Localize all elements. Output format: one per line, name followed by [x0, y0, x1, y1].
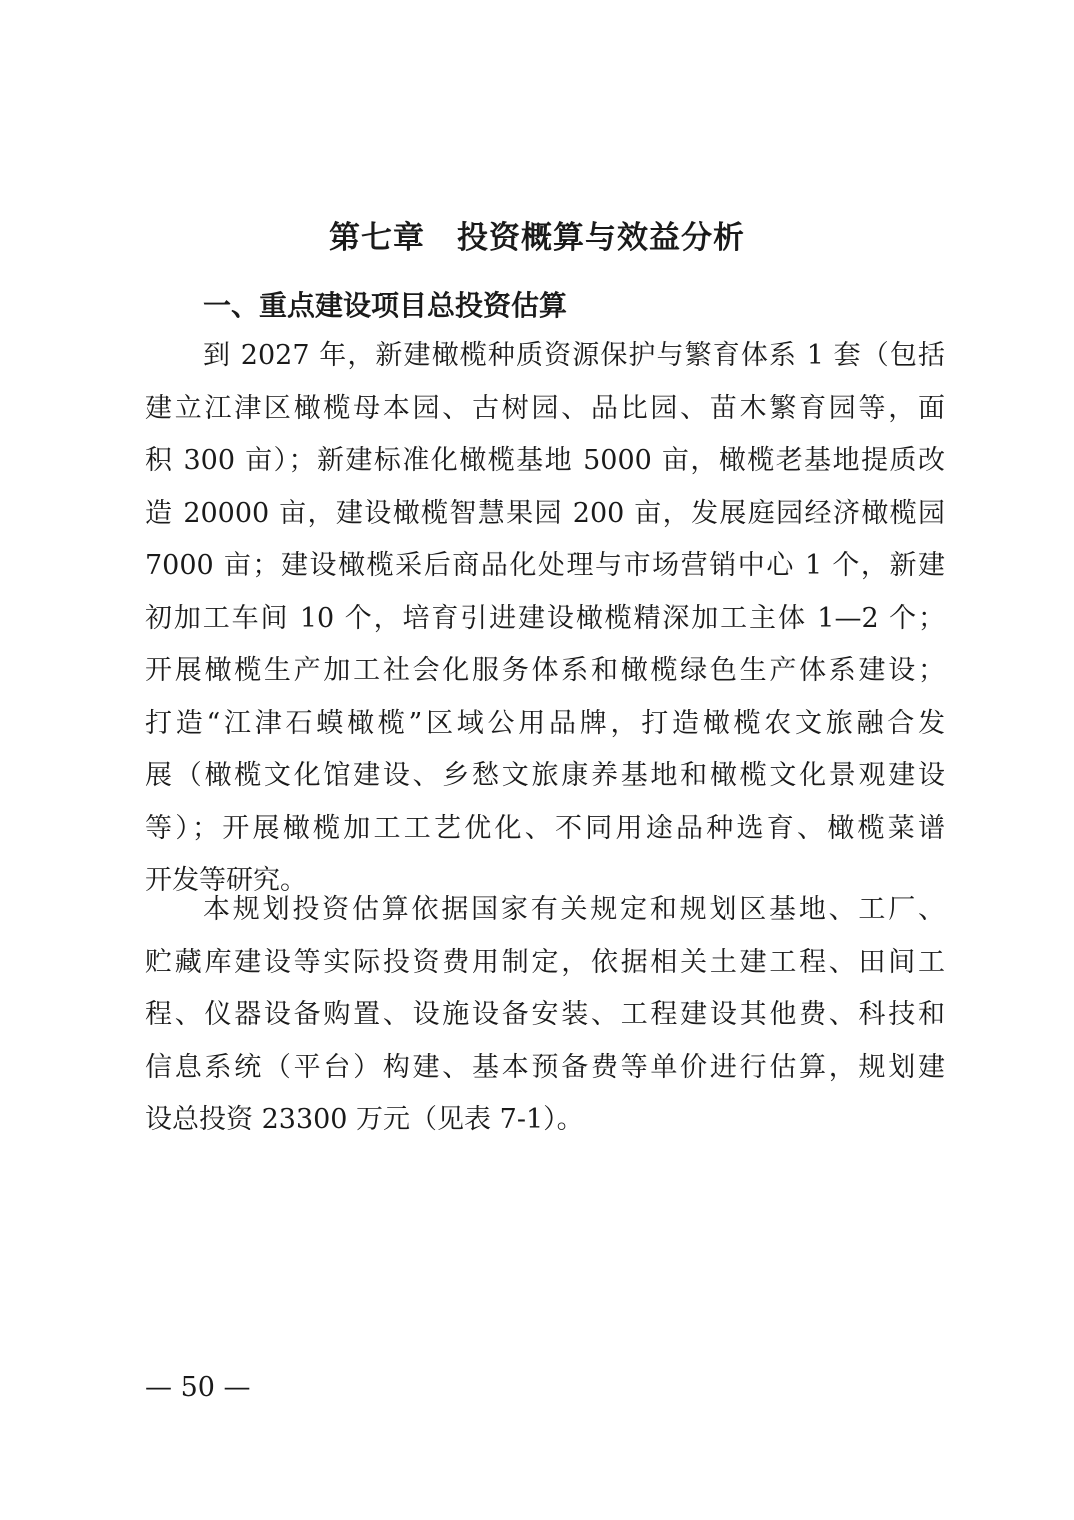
section-heading: 一、重点建设项目总投资估算 — [203, 289, 568, 322]
paragraph-line: 程、仪器设备购置、设施设备安装、工程建设其他费、科技和 — [145, 999, 945, 1030]
paragraph-line: 7000 亩；建设橄榄采后商品化处理与市场营销中心 1 个，新建 — [145, 550, 945, 581]
paragraph-line: 本规划投资估算依据国家有关规定和规划区基地、工厂、 — [203, 894, 945, 925]
paragraph-line: 展（橄榄文化馆建设、乡愁文旅康养基地和橄榄文化景观建设 — [145, 760, 945, 791]
paragraph-line: 信息系统（平台）构建、基本预备费等单价进行估算，规划建 — [145, 1051, 945, 1083]
paragraph-line: 设总投资 23300 万元（见表 7-1）。 — [145, 1104, 584, 1135]
paragraph-line: 建立江津区橄榄母本园、古树园、品比园、苗木繁育园等，面 — [145, 392, 945, 424]
paragraph-line: 开发等研究。 — [145, 865, 307, 896]
paragraph-line: 等）；开展橄榄加工工艺优化、不同用途品种选育、橄榄菜谱 — [145, 812, 945, 844]
page-number: — 50 — — [145, 1372, 251, 1403]
paragraph-line: 开展橄榄生产加工社会化服务体系和橄榄绿色生产体系建设； — [145, 655, 945, 686]
paragraph-line: 积 300 亩）；新建标准化橄榄基地 5000 亩，橄榄老基地提质改 — [145, 445, 945, 476]
paragraph-line: 造 20000 亩，建设橄榄智慧果园 200 亩，发展庭园经济橄榄园 — [145, 497, 945, 529]
paragraph-line: 初加工车间 10 个，培育引进建设橄榄精深加工主体 1—2 个； — [145, 602, 945, 634]
paragraph-line: 贮藏库建设等实际投资费用制定，依据相关土建工程、田间工 — [145, 946, 945, 978]
chapter-title: 第七章 投资概算与效益分析 — [329, 220, 745, 256]
paragraph-estimation-basis — [145, 884, 945, 1147]
paragraph-line: 到 2027 年，新建橄榄种质资源保护与繁育体系 1 套（包括 — [203, 340, 945, 371]
paragraph-investment-targets — [145, 330, 945, 908]
paragraph-line: 打造“江津石蟆橄榄”区域公用品牌，打造橄榄农文旅融合发 — [145, 707, 945, 739]
